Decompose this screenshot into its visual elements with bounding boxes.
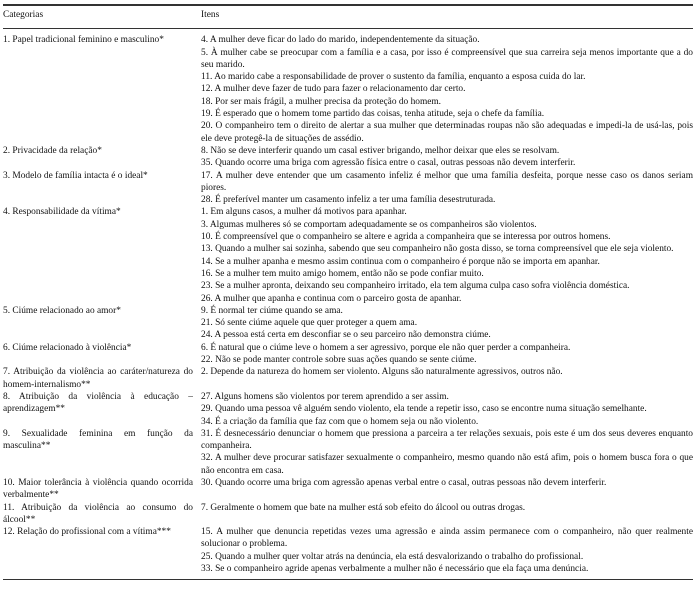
item-text: 22. Não se pode manter controle sobre suas ações quando se sente ciúme. — [201, 355, 477, 366]
category-cell: 6. Ciúme relacionado à violência* — [3, 342, 132, 353]
item-text: 24. A pessoa está certa em desconfiar se o seu parceiro não demonstra ciúme. — [201, 330, 491, 341]
item-text: 32. A mulher deve procurar satisfazer sexualmente o companheiro, mesmo quando não está afim, pois o homem busca fora o que não encontra em casa. — [201, 453, 693, 476]
items-cell — [201, 342, 693, 367]
item-text: 6. É natural que o ciúme leve o homem a ser agressivo, porque ele não quer perder a companheira. — [201, 342, 571, 353]
category-cell: 4. Responsabilidade da vítima* — [3, 207, 121, 218]
header-categorias: Categorias — [3, 5, 201, 29]
item-text: 19. É esperado que o homem tome partido das coisas, tenha atitude, seja o chefe da família. — [201, 109, 545, 120]
item-text: 3. Algumas mulheres só se comportam adequadamente se os companheiros são violentos. — [201, 219, 537, 230]
items-cell — [201, 428, 693, 477]
category-cell: 5. Ciúme relacionado ao amor* — [3, 305, 121, 316]
item-text: 2. Depende da natureza do homem ser violento. Alguns são naturalmente agressivos, outros não. — [201, 367, 563, 378]
item-text: 28. É preferível manter um casamento infeliz a ter uma família desestruturada. — [201, 195, 496, 206]
category-cell: 9. Sexualidade feminina em função da masculina** — [3, 428, 193, 452]
table-row — [3, 366, 693, 391]
category-cell: 7. Atribuição da violência ao caráter/natureza do homem-internalismo** — [3, 367, 193, 390]
item-text: 20. O companheiro tem o direito de alertar a sua mulher que determinadas roupas não são adequadas e impedi-la de usá-las, pois ele deve protegê-la de situações de assédio. — [201, 121, 693, 144]
item-text: 18. Por ser mais frágil, a mulher precisa da proteção do homem. — [201, 96, 442, 107]
item-text: 25. Quando a mulher quer voltar atrás na denúncia, ela está desvalorizando o trabalho do profissional. — [201, 551, 584, 562]
item-text: 13. Quando a mulher sai sozinha, sabendo que seu companheiro não gosta disso, se torna compreensível que ele seja violento. — [201, 244, 674, 255]
item-text: 10. É compreensível que o companheiro se altere e agrida a companheira que se interessa por outros homens. — [201, 232, 611, 243]
items-cell — [201, 145, 693, 170]
item-text: 7. Geralmente o homem que bate na mulher está sob efeito do álcool ou outras drogas. — [201, 502, 526, 513]
item-text: 35. Quando ocorre uma briga com agressão física entre o casal, outras pessoas não devem interferir. — [201, 158, 576, 169]
table-header-row — [3, 5, 693, 29]
table-row — [3, 206, 693, 304]
item-text: 27. Alguns homens são violentos por terem aprendido a ser assim. — [201, 391, 449, 402]
category-cell: 12. Relação do profissional com a vítima*** — [3, 526, 201, 580]
item-text: 11. Ao marido cabe a responsabilidade de prover o sustento da família, enquanto a esposa cuida do lar. — [201, 72, 586, 83]
items-cell — [201, 526, 693, 580]
items-cell — [201, 366, 693, 391]
table-body — [3, 29, 693, 580]
item-text: 4. A mulher deve ficar do lado do marido, independentemente da situação. — [201, 35, 480, 46]
table-row — [3, 170, 693, 207]
item-text: 16. Se a mulher tem muito amigo homem, então não se pode confiar muito. — [201, 268, 484, 279]
items-cell — [201, 29, 693, 145]
item-text: 14. Se a mulher apanha e mesmo assim continua com o companheiro é porque não se importa em apanhar. — [201, 256, 600, 267]
item-text: 33. Se o companheiro agride apenas verbalmente a mulher não é necessário que ela faça uma denúncia. — [201, 564, 589, 575]
item-text: 17. A mulher deve entender que um casamento infeliz é melhor que uma família desfeita, porque nesse caso os danos seriam piores. — [201, 170, 693, 193]
item-text: 23. Se a mulher apronta, deixando seu companheiro irritado, ela tem alguma culpa caso sofra violência doméstica. — [201, 281, 630, 292]
item-text: 12. A mulher deve fazer de tudo para fazer o relacionamento dar certo. — [201, 84, 466, 95]
table-row — [3, 145, 693, 170]
item-text: 26. A mulher que apanha e continua com o parceiro gosta de apanhar. — [201, 293, 462, 304]
category-cell: 10. Maior tolerância à violência quando ocorrida verbalmente** — [3, 477, 193, 501]
header-itens: Itens — [201, 5, 693, 29]
items-cell — [201, 206, 693, 304]
item-text: 5. À mulher cabe se preocupar com a família e a casa, por isso é compreensível que sua carreira seja menos importante que a do seu marido. — [201, 47, 693, 70]
item-text: 21. Só sente ciúme aquele que quer proteger a quem ama. — [201, 318, 418, 329]
item-text: 8. Não se deve interferir quando um casal estiver brigando, melhor deixar que eles se resolvam. — [201, 145, 560, 156]
category-cell: 2. Privacidade da relação* — [3, 145, 102, 156]
category-cell: 8. Atribuição da violência à educação – aprendizagem** — [3, 391, 193, 415]
table-row — [3, 29, 693, 145]
category-cell: 3. Modelo de família intacta é o ideal* — [3, 170, 148, 181]
table-row — [3, 428, 693, 477]
item-text: 31. É desnecessário denunciar o homem que pressiona a parceira a ter relações sexuais, pois este é um dos seus deveres enquanto companheira. — [201, 428, 693, 452]
items-cell — [201, 477, 693, 502]
category-cell: 11. Atribuição da violência ao consumo do álcool** — [3, 502, 193, 525]
categories-table-container — [3, 4, 693, 580]
table-row — [3, 477, 693, 502]
table-row — [3, 526, 693, 580]
categories-items-table — [3, 4, 693, 580]
item-text: 9. É normal ter ciúme quando se ama. — [201, 305, 343, 316]
item-text: 1. Em alguns casos, a mulher dá motivos para apanhar. — [201, 207, 407, 218]
item-text: 34. É a criação da família que faz com que o homem seja ou não violento. — [201, 416, 479, 427]
item-text: 15. A mulher que denuncia repetidas vezes uma agressão e ainda assim permanece com o companheiro, não quer realmente solucionar o problema. — [201, 527, 693, 550]
item-text: 29. Quando uma pessoa vê alguém sendo violento, ela tende a repetir isso, caso se encontre numa situação semelhante. — [201, 404, 647, 415]
items-cell — [201, 305, 693, 342]
item-text: 30. Quando ocorre uma briga com agressão apenas verbal entre o casal, outras pessoas não devem interferir. — [201, 477, 607, 488]
table-row — [3, 391, 693, 428]
items-cell — [201, 170, 693, 207]
table-row — [3, 342, 693, 367]
items-cell — [201, 391, 693, 428]
category-cell: 1. Papel tradicional feminino e masculino* — [3, 35, 164, 46]
table-row — [3, 502, 693, 527]
table-row — [3, 305, 693, 342]
items-cell — [201, 502, 693, 527]
